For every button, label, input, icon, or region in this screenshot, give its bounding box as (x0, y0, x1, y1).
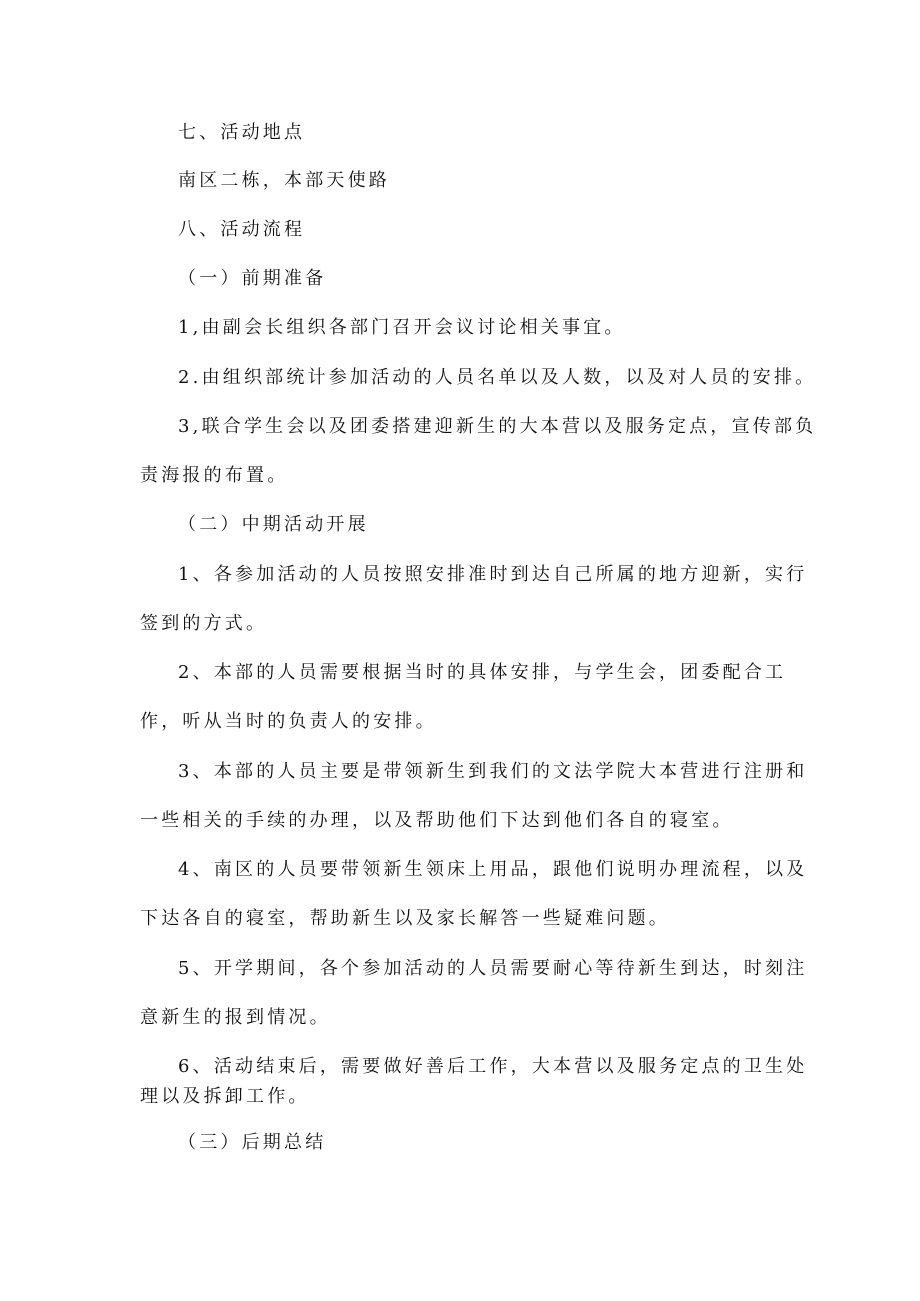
paragraph-line: 1,由副会长组织各部门召开会议讨论相关事宜。 (178, 317, 626, 338)
subheading-preparation: （一）前期准备 (178, 268, 327, 289)
subheading-midterm: （二）中期活动开展 (178, 514, 369, 535)
paragraph-line: 2、本部的人员需要根据当时的具体安排，与学生会，团委配合工 (178, 662, 787, 683)
paragraph-line: 2.由组织部统计参加活动的人员名单以及人数，以及对人员的安排。 (178, 367, 817, 388)
subheading-summary: （三）后期总结 (178, 1132, 327, 1153)
paragraph-line: 1、各参加活动的人员按照安排准时到达自己所属的地方迎新，实行 (178, 564, 808, 585)
paragraph-line: 作，听从当时的负责人的安排。 (140, 711, 437, 732)
paragraph-line: 3,联合学生会以及团委搭建迎新生的大本营以及服务定点，宣传部负 (178, 416, 817, 437)
paragraph-line: 下达各自的寝室，帮助新生以及家长解答一些疑难问题。 (140, 908, 670, 929)
paragraph-line: 签到的方式。 (140, 613, 268, 634)
section-heading-process: 八、活动流程 (178, 219, 306, 240)
paragraph-line: 责海报的布置。 (140, 465, 289, 486)
paragraph-line: 理以及拆卸工作。 (140, 1086, 310, 1107)
paragraph-line: 3、本部的人员主要是带领新生到我们的文法学院大本营进行注册和 (178, 761, 808, 782)
paragraph-line: 意新生的报到情况。 (140, 1007, 331, 1028)
paragraph-line: 5、开学期间，各个参加活动的人员需要耐心等待新生到达，时刻注 (178, 958, 808, 979)
paragraph-line: 4、南区的人员要带领新生领床上用品，跟他们说明办理流程，以及 (178, 859, 808, 880)
paragraph-line: 一些相关的手续的办理，以及帮助他们下达到他们各自的寝室。 (140, 810, 734, 831)
paragraph-line: 6、活动结束后，需要做好善后工作，大本营以及服务定点的卫生处 (178, 1056, 808, 1077)
location-text: 南区二栋，本部天使路 (178, 170, 390, 191)
section-heading-location: 七、活动地点 (178, 122, 306, 143)
